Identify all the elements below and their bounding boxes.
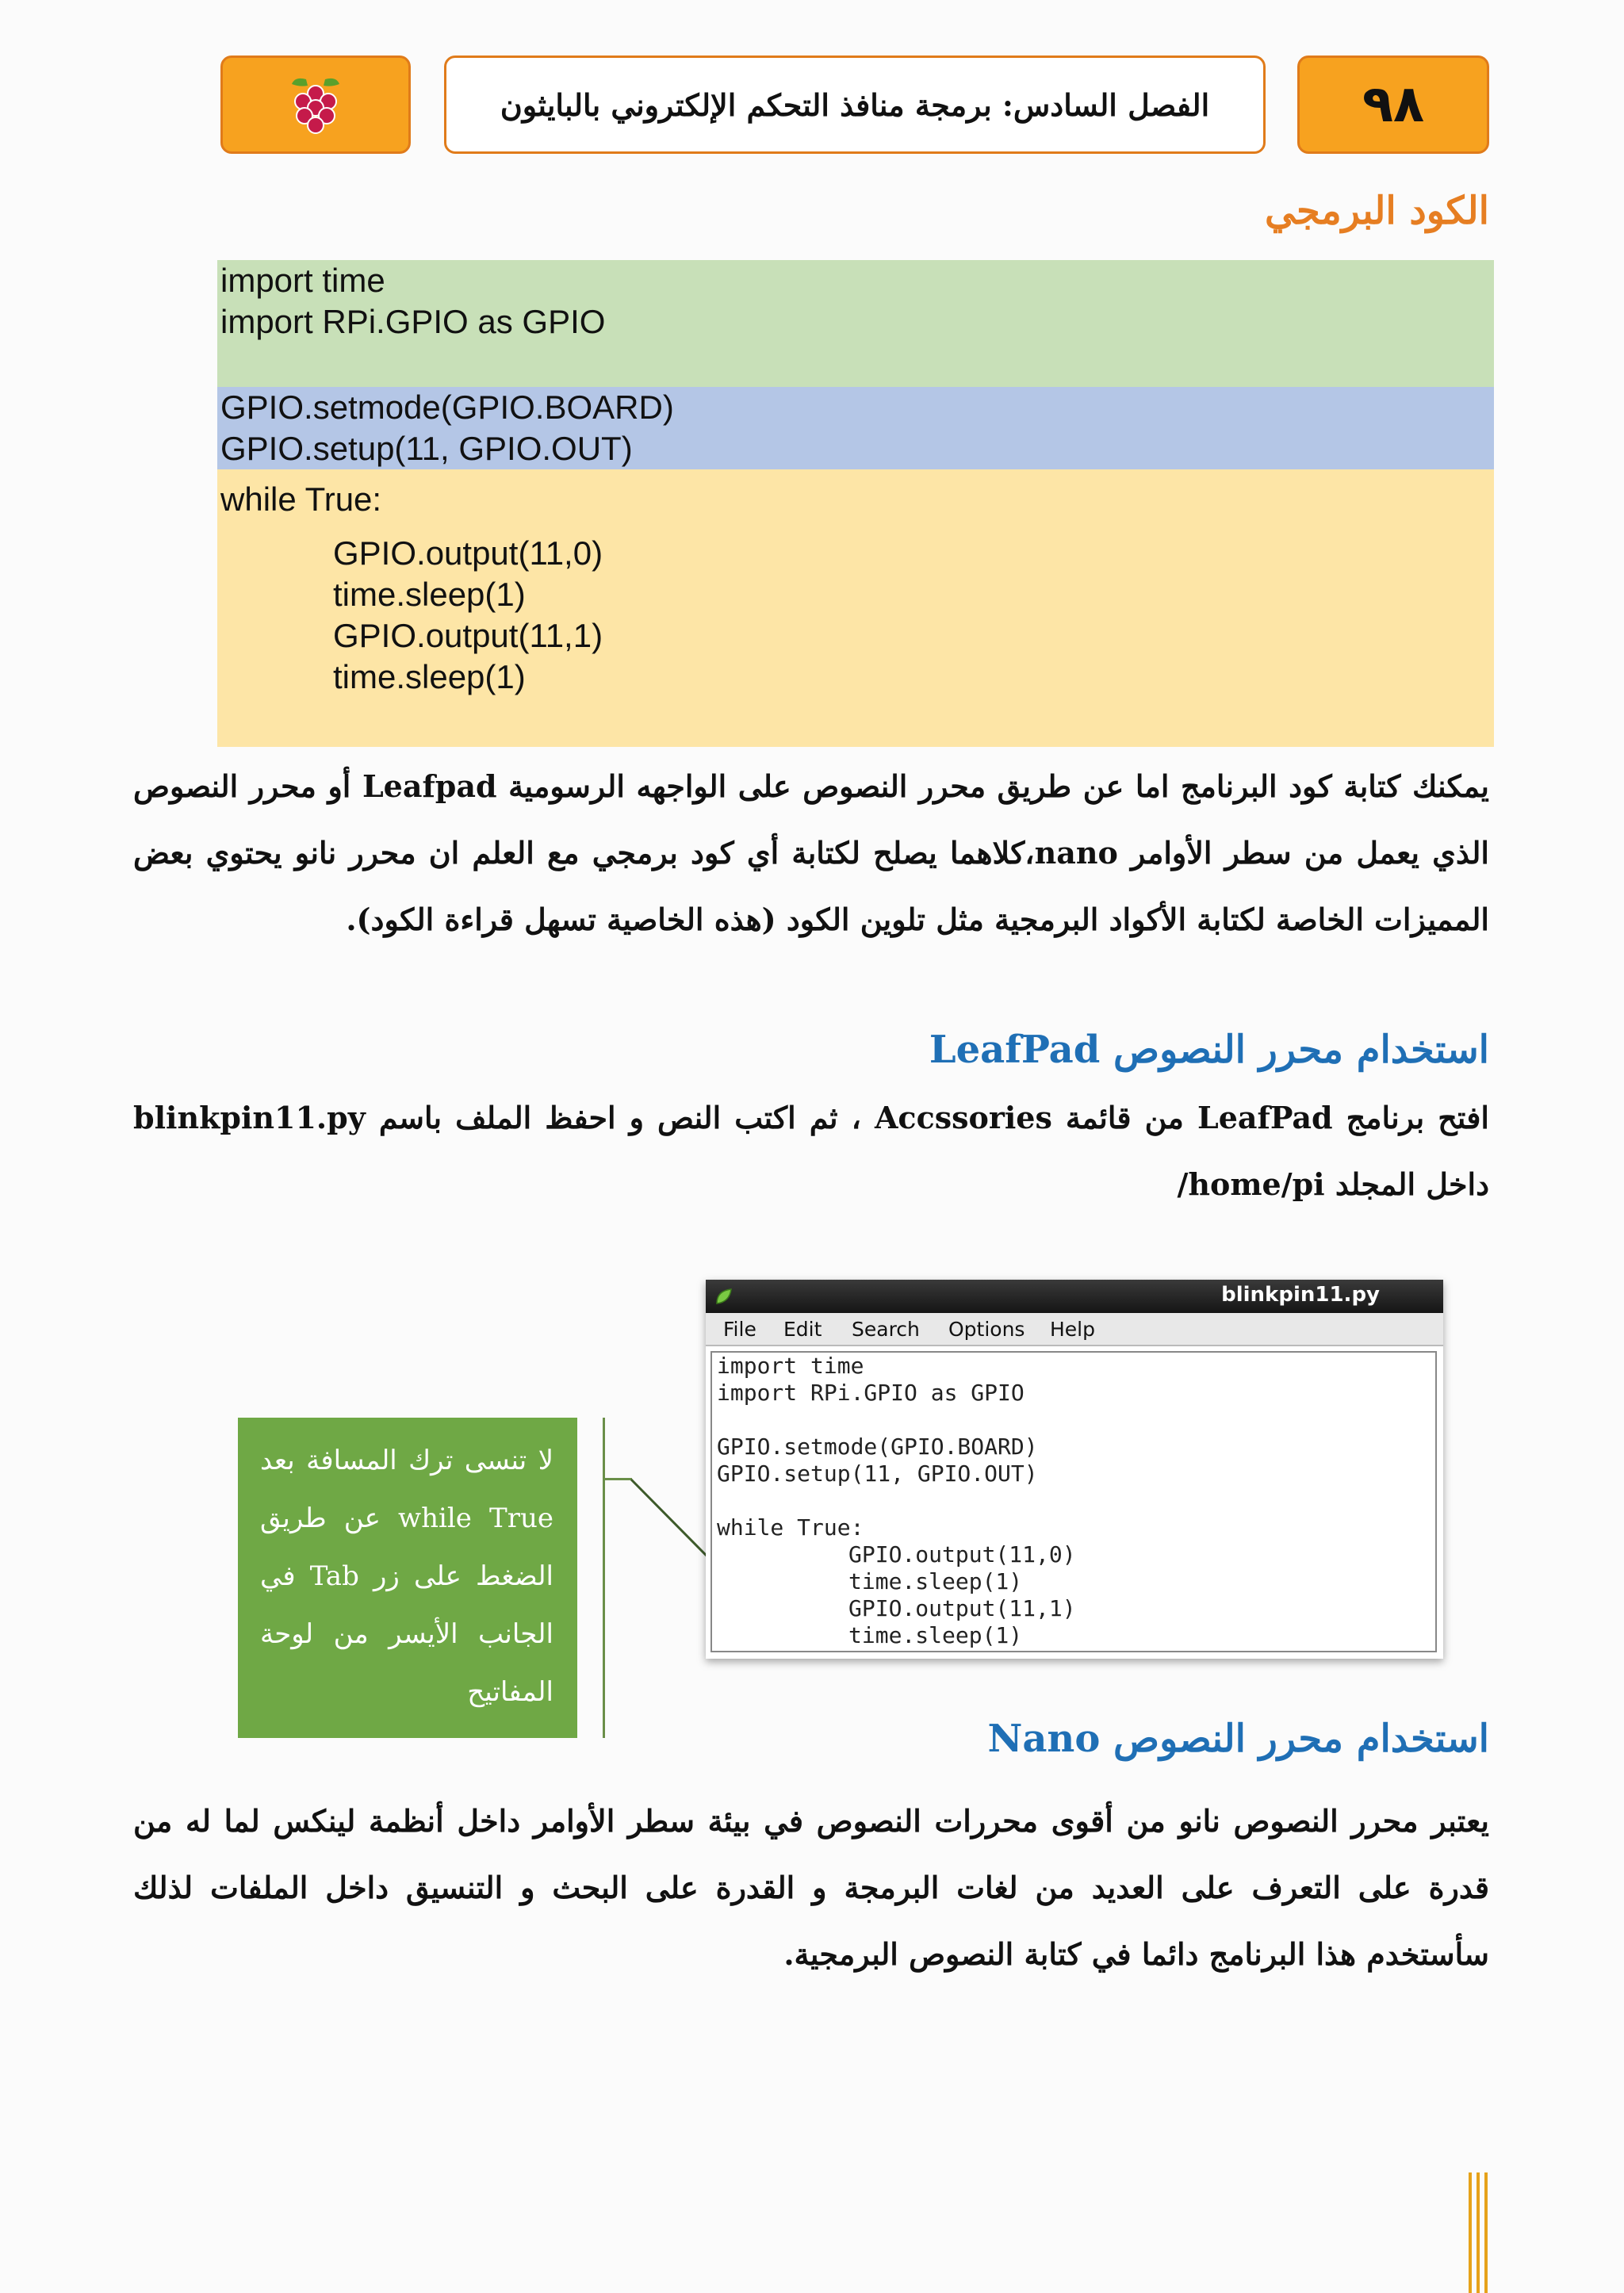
editor-line: GPIO.output(11,0) [848,1541,1076,1568]
code-line: import RPi.GPIO as GPIO [220,303,606,340]
menu-help[interactable]: Help [1050,1318,1095,1341]
window-title: blinkpin11.py [1221,1283,1380,1307]
editor-line: import time [717,1353,864,1379]
editor-line: while True: [717,1514,864,1541]
code-line: GPIO.setmode(GPIO.BOARD) [220,389,674,426]
intro-paragraph: يمكنك كتابة كود البرنامج اما عن طريق محرر النصوص على الواجهه الرسومية Leafpad أو محرر النصوص الذي يعمل من سطر الأوامر nano،كلاهما يصلح لكتابة أي كود برمجي مع العلم ان محرر نانو يحتوي بعض المميزات الخاصة لكتابة الأكواد البرمجية مثل تلوين الكود (هذه الخاصية تسهل قراءة الكود). [133,768,1489,937]
leafpad-window [706,1280,1443,1659]
page-number-box [1297,56,1489,154]
nano-paragraph: يعتبر محرر النصوص نانو من أقوى محررات النصوص في بيئة سطر الأوامر داخل أنظمة لينكس لما له من قدرة على التعرف على العديد من لغات البرمجة و القدرة على البحث و التنسيق داخل الملفات لذلك سأستخدم هذا البرنامج دائما في كتابة النصوص البرمجية. [133,1803,1489,1972]
code-line: while True: [220,480,382,518]
chapter-title: الفصل السادس: برمجة منافذ التحكم الإلكتروني بالبايثون [500,86,1210,123]
nano-section-title: استخدام محرر النصوص Nano [987,1717,1489,1761]
code-band-loop [217,469,1494,747]
editor-line: GPIO.setup(11, GPIO.OUT) [717,1460,1038,1487]
code-band-setup [217,387,1494,469]
logo-box [220,56,411,154]
leafpad-section-title: استخدام محرر النصوص LeafPad [929,1028,1489,1072]
window-menubar [706,1313,1443,1346]
editor-line: import RPi.GPIO as GPIO [717,1380,1025,1406]
leafpad-paragraph: افتح برنامج LeafPad من قائمة Accssories ، ثم اكتب النص و احفظ الملف باسم blinkpin11.py داخل المجلد home/pi/ [133,1100,1489,1202]
tab-tip-callout: لا تنسى ترك المسافة بعد while True عن طريق الضغط على زر Tab في الجانب الأيسر من لوحة المفاتيح [238,1418,577,1738]
menu-options[interactable]: Options [948,1318,1025,1341]
code-line: time.sleep(1) [333,576,526,613]
chapter-title-box [444,56,1266,154]
edge-decoration-line [1469,2172,1472,2293]
code-line: GPIO.setup(11, GPIO.OUT) [220,430,633,467]
menu-edit[interactable]: Edit [783,1318,822,1341]
menu-search[interactable]: Search [852,1318,920,1341]
window-titlebar [706,1280,1443,1313]
menu-file[interactable]: File [723,1318,756,1341]
editor-line: GPIO.setmode(GPIO.BOARD) [717,1434,1038,1460]
edge-decoration-line [1477,2172,1480,2293]
editor-text-area[interactable] [710,1351,1437,1652]
code-section-title: الكود البرمجي [1265,189,1489,233]
code-line: GPIO.output(11,1) [333,617,603,654]
editor-line: time.sleep(1) [848,1568,1023,1594]
edge-decoration-line [1484,2172,1488,2293]
raspberry-pi-logo-icon [220,56,411,154]
code-band-imports [217,260,1494,387]
leafpad-app-icon [714,1286,734,1307]
code-line: GPIO.output(11,0) [333,534,603,572]
code-line: import time [220,262,385,299]
editor-line: GPIO.output(11,1) [848,1595,1076,1621]
callout-connector-bar [603,1418,605,1738]
code-line: time.sleep(1) [333,658,526,695]
page-number: ٩٨ [1362,75,1425,134]
editor-line: time.sleep(1) [848,1622,1023,1648]
